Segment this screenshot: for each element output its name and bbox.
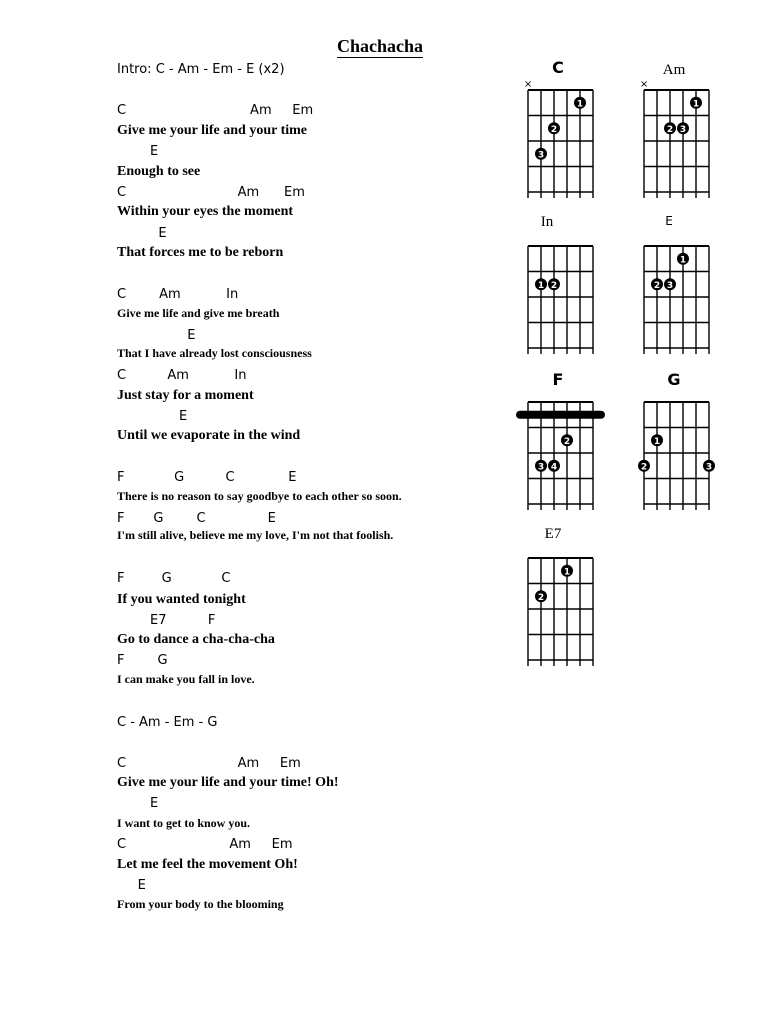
chord-line: E (117, 144, 159, 159)
finger-number: 1 (576, 99, 584, 110)
finger-number: 2 (563, 436, 571, 447)
lyric-line: I want to get to know you. (117, 816, 251, 830)
lyric-line: That I have already lost consciousness (117, 346, 312, 360)
lyric-line: Let me feel the movement Oh! (117, 857, 298, 872)
lyric-line: Give me life and give me breath (117, 306, 280, 320)
fretboard (527, 234, 597, 374)
lyric-line: Give me your life and your time (117, 123, 308, 138)
finger-number: 1 (653, 436, 661, 447)
finger-number: 1 (537, 280, 545, 291)
muted-string-icon: × (523, 79, 533, 90)
fretboard (643, 234, 713, 374)
finger-number: 2 (653, 280, 661, 291)
chord-line: F G C E (117, 511, 276, 526)
finger-number: 2 (640, 462, 648, 473)
chord-diagram-name: E (665, 214, 673, 228)
chord-diagram-name: In (540, 214, 554, 230)
lyric-line: Give me your life and your time! Oh! (117, 775, 339, 790)
lyric-line: Within your eyes the moment (117, 204, 294, 219)
chord-progression-line: C - Am - Em - G (117, 715, 218, 730)
lyric-line: That forces me to be reborn (117, 245, 284, 260)
chord-line: C Am Em (117, 837, 293, 852)
finger-number: 1 (679, 255, 687, 266)
chord-diagram-name: F (552, 370, 564, 389)
finger-number: 3 (705, 462, 713, 473)
finger-number: 3 (679, 124, 687, 135)
finger-number: 2 (666, 124, 674, 135)
lyric-line: Until we evaporate in the wind (117, 428, 301, 443)
lyric-line: If you wanted tonight (117, 592, 246, 607)
chord-line: F G (117, 653, 168, 668)
lyric-line: Enough to see (117, 164, 201, 179)
intro-line: Intro: C - Am - Em - E (x2) (117, 62, 285, 77)
chord-line: E (117, 796, 159, 811)
chord-line: C Am Em (117, 185, 305, 200)
finger-number: 1 (692, 99, 700, 110)
chord-line: E (117, 328, 196, 343)
fretboard (639, 78, 713, 218)
fretboard (517, 390, 597, 530)
chord-diagram-name: E7 (544, 526, 562, 542)
finger-number: 1 (563, 567, 571, 578)
song-title: Chachacha (337, 36, 424, 56)
chord-line: C Am Em (117, 756, 301, 771)
lyric-line: From your body to the blooming (117, 897, 284, 911)
chord-line: C Am In (117, 368, 247, 383)
lyric-line: Just stay for a moment (117, 388, 254, 403)
chord-line: E (117, 226, 167, 241)
muted-string-icon: × (639, 79, 649, 90)
chord-line: C Am In (117, 287, 239, 302)
lyric-line: I can make you fall in love. (117, 672, 255, 686)
finger-number: 2 (550, 280, 558, 291)
lyric-line: I'm still alive, believe me my love, I'm not that foolish. (117, 528, 394, 542)
finger-number: 3 (666, 280, 674, 291)
chord-diagram-name: G (667, 370, 681, 389)
chord-line: E7 F (117, 613, 216, 628)
finger-number: 2 (537, 592, 545, 603)
chord-line: F G C E (117, 470, 297, 485)
chord-line: F G C (117, 571, 231, 586)
finger-number: 4 (550, 462, 558, 473)
chord-line: C Am Em (117, 103, 314, 118)
lyric-line: Go to dance a cha-cha-cha (117, 632, 275, 647)
lyric-line: There is no reason to say goodbye to each other so soon. (117, 489, 402, 503)
fretboard (523, 78, 597, 218)
chord-diagram-name: C (552, 58, 564, 77)
chord-line: E (117, 878, 146, 893)
finger-number: 3 (537, 150, 545, 161)
chord-diagram-name: Am (662, 62, 686, 78)
finger-number: 3 (537, 462, 545, 473)
chord-line: E (117, 409, 188, 424)
fretboard (527, 546, 597, 686)
finger-number: 2 (550, 124, 558, 135)
fretboard (639, 390, 719, 530)
